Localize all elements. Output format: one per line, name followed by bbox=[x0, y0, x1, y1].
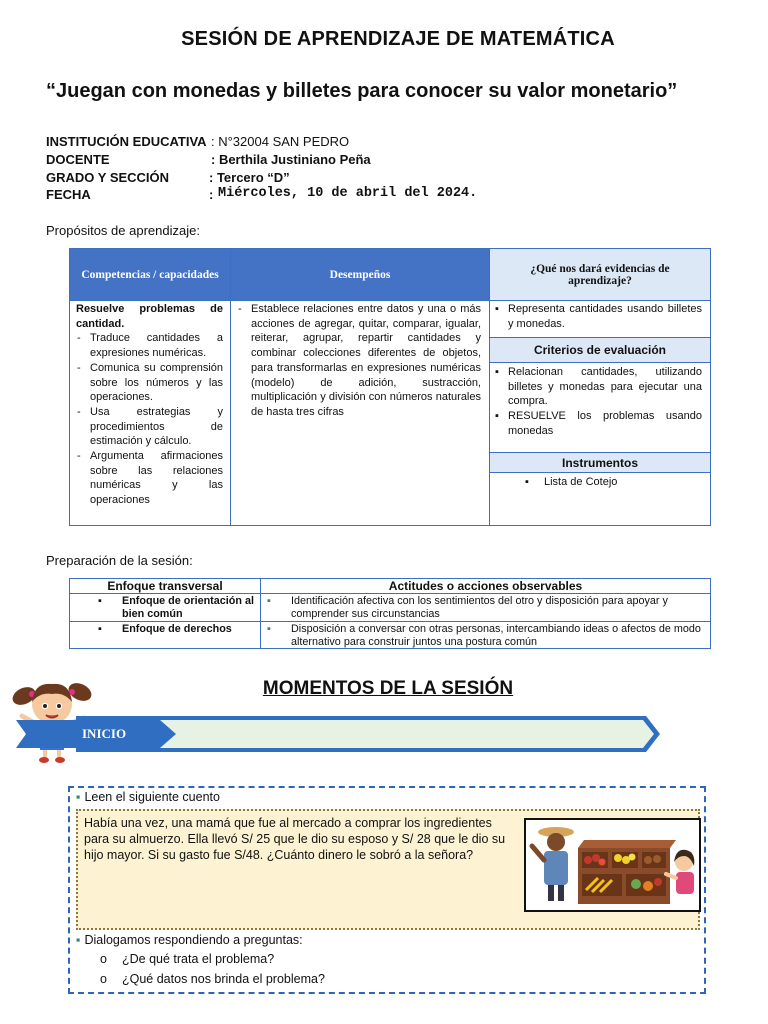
focus-text: Enfoque de orientación al bien común bbox=[122, 595, 254, 620]
story-text: Había una vez, una mamá que fue al mercado a comprar los ingredientes para su almuerzo. Ella llevó S/ 25 que le dio su esposo y S/ 28 que le dio su hijo mayor. Si su gasto fue S/48. ¿Cuánto dinero le sobró a la señora? bbox=[84, 816, 506, 862]
session-subtitle: “Juegan con monedas y billetes para conocer su valor monetario” bbox=[46, 80, 678, 102]
question-text: ¿Qué datos nos brinda el problema? bbox=[122, 972, 325, 986]
info-key: FECHA bbox=[46, 187, 91, 202]
info-value: : bbox=[209, 187, 214, 202]
header-competencies: Competencias / capacidades bbox=[70, 249, 230, 300]
criteria-header: Criterios de evaluación bbox=[490, 338, 710, 362]
question-item: o ¿De qué trata el problema? bbox=[100, 952, 275, 966]
document-title: SESIÓN DE APRENDIZAJE DE MATEMÁTICA bbox=[181, 28, 615, 50]
criteria-item: ▪ Relacionan cantidades, utilizando billetes y monedas para ejecutar una compra. bbox=[508, 365, 702, 409]
focus-row-1: ▪ Enfoque de orientación al bien común bbox=[100, 595, 256, 620]
info-date-value: Miércoles, 10 de abril del 2024. bbox=[218, 186, 478, 201]
performance-list bbox=[237, 302, 481, 420]
capacity-item: - Comunica su comprensión sobre los números y las operaciones. bbox=[90, 361, 223, 405]
evidence-item: ▪ Representa cantidades usando billetes y monedas. bbox=[508, 302, 702, 331]
info-value: : N°32004 SAN PEDRO bbox=[211, 134, 350, 149]
competence-title: Resuelve problemas de cantidad. bbox=[76, 303, 223, 330]
market-scene-illustration bbox=[524, 818, 701, 912]
learning-purposes-table bbox=[69, 248, 711, 526]
capacity-item: - Traduce cantidades a expresiones numéricas. bbox=[90, 331, 223, 360]
moments-title: MOMENTOS DE LA SESIÓN bbox=[262, 678, 514, 699]
performance-item: - Establece relaciones entre datos y una o más acciones de agregar, quitar, comparar, igualar, reiterar, agrupar, repartir cantidades y combinar colecciones diferentes de objetos, para transformarlas en expresiones numéricas (modelo) de adición, sustracción, multiplicación y división con números naturales de hasta tres cifras bbox=[251, 302, 481, 420]
performance-cell bbox=[237, 302, 481, 420]
criteria-item: ▪ RESUELVE los problemas usando monedas bbox=[508, 409, 702, 438]
attitude-text: Identificación afectiva con los sentimientos del otro y disposición para apoyar y comprender sus circunstancias bbox=[291, 595, 668, 620]
attitude-row-1: ▪ Identificación afectiva con los sentimientos del otro y disposición para apoyar y comprender sus circunstancias bbox=[267, 595, 703, 620]
inicio-label: INICIO bbox=[82, 726, 127, 741]
header-performance: Desempeños bbox=[231, 249, 489, 300]
evidence-cell bbox=[494, 302, 702, 331]
info-key: GRADO Y SECCIÓN bbox=[46, 170, 170, 185]
capacity-item: - Usa estrategias y procedimientos de estimación y cálculo. bbox=[90, 405, 223, 449]
read-instruction: ▪ Leen el siguiente cuento bbox=[76, 790, 220, 804]
info-key: DOCENTE bbox=[46, 152, 110, 167]
criteria-cell bbox=[494, 365, 702, 439]
read-label: Leen el siguiente cuento bbox=[84, 790, 220, 804]
question-text: ¿De qué trata el problema? bbox=[122, 952, 275, 966]
info-value: : Berthila Justiniano Peña bbox=[211, 152, 371, 167]
dialog-instruction: ▪ Dialogamos respondiendo a preguntas: bbox=[76, 933, 303, 947]
attitude-row-2: ▪ Disposición a conversar con otras personas, intercambiando ideas o afectos de modo alternativo para construir juntos una postura común bbox=[267, 623, 703, 648]
instrument-item: ▪ Lista de Cotejo bbox=[538, 475, 694, 490]
info-key: INSTITUCIÓN EDUCATIVA bbox=[46, 134, 207, 149]
preparation-table bbox=[69, 578, 711, 649]
header-evidence: ¿Qué nos dará evidencias de aprendizaje? bbox=[490, 249, 710, 300]
instruments-list bbox=[524, 475, 694, 490]
instruments-header: Instrumentos bbox=[490, 453, 710, 472]
focus-row-2: ▪ Enfoque de derechos bbox=[100, 623, 256, 636]
attitude-text: Disposición a conversar con otras personas, intercambiando ideas o afectos de modo alternativo para construir juntos una postura común bbox=[291, 623, 701, 648]
question-item: o ¿Qué datos nos brinda el problema? bbox=[100, 972, 325, 986]
header-focus: Enfoque transversal bbox=[107, 579, 223, 593]
dialog-label: Dialogamos respondiendo a preguntas: bbox=[84, 933, 303, 947]
competence-cell bbox=[76, 302, 223, 508]
instruments-cell bbox=[524, 475, 694, 490]
info-value: : Tercero “D” bbox=[209, 170, 290, 185]
evidence-list bbox=[494, 302, 702, 331]
purposes-label: Propósitos de aprendizaje: bbox=[46, 223, 200, 238]
focus-text: Enfoque de derechos bbox=[122, 623, 232, 635]
criteria-list bbox=[494, 365, 702, 439]
inicio-banner bbox=[14, 714, 662, 754]
capacity-item: - Argumenta afirmaciones sobre las relaciones numéricas y las operaciones bbox=[90, 449, 223, 508]
preparation-label: Preparación de la sesión: bbox=[46, 553, 193, 568]
header-attitudes: Actitudes o acciones observables bbox=[388, 579, 583, 593]
capacities-list bbox=[76, 331, 223, 507]
